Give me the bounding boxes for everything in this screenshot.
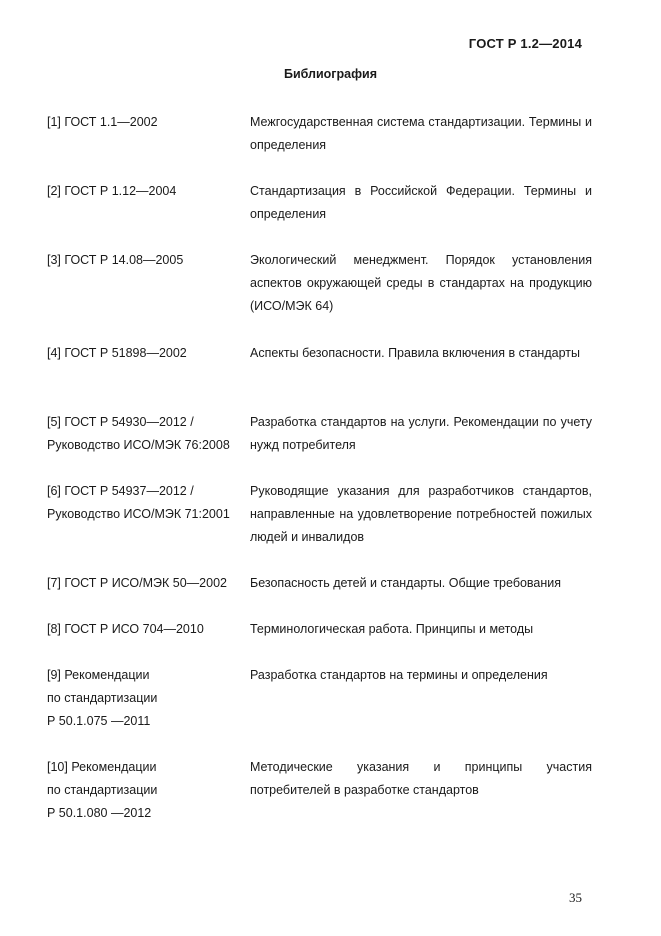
reference-id-line: по стандартизации (47, 691, 158, 705)
reference-title: Экологический менеджмент. Порядок установления аспектов окружающей среды в стандартах на продукцию (ИСО/МЭК 64) (250, 253, 592, 313)
document-code-header: ГОСТ Р 1.2—2014 (468, 36, 582, 51)
reference-id-line: [9] Рекомендации (47, 668, 150, 682)
reference-id-line: [7] ГОСТ Р ИСО/МЭК 50—2002 (47, 576, 227, 590)
reference-id (47, 411, 247, 457)
reference-title: Руководящие указания для разработчиков стандартов, направленные на удовлетворение потребностей пожилых людей и инвалидов (250, 484, 592, 544)
reference-title: Разработка стандартов на термины и определения (250, 668, 548, 682)
reference-title: Стандартизация в Российской Федерации. Термины и определения (250, 184, 592, 221)
reference-id (47, 249, 247, 272)
reference-title: Межгосударственная система стандартизации. Термины и определения (250, 115, 592, 152)
reference-id (47, 664, 247, 733)
reference-id (47, 756, 247, 825)
reference-id (47, 618, 247, 641)
reference-id-line: [6] ГОСТ Р 54937—2012 / (47, 484, 194, 498)
reference-id-line: [3] ГОСТ Р 14.08—2005 (47, 253, 184, 267)
reference-id-line: Р 50.1.080 —2012 (47, 806, 152, 820)
reference-title: Разработка стандартов на услуги. Рекомендации по учету нужд потребителя (250, 415, 592, 452)
reference-id-line: [2] ГОСТ Р 1.12—2004 (47, 184, 177, 198)
reference-id-line: [10] Рекомендации (47, 760, 157, 774)
reference-id (47, 342, 247, 365)
reference-id-line: по стандартизации (47, 783, 158, 797)
reference-id-line: Руководство ИСО/МЭК 71:2001 (47, 507, 230, 521)
reference-id (47, 572, 247, 595)
page-number: 35 (569, 890, 582, 905)
reference-title: Аспекты безопасности. Правила включения в стандарты (250, 346, 580, 360)
reference-id (47, 480, 247, 526)
reference-title: Терминологическая работа. Принципы и методы (250, 622, 534, 636)
bibliography-title: Библиография (283, 67, 378, 81)
reference-id-line: [1] ГОСТ 1.1—2002 (47, 115, 158, 129)
reference-title: Безопасность детей и стандарты. Общие требования (250, 576, 562, 590)
reference-id-line: [8] ГОСТ Р ИСО 704—2010 (47, 622, 204, 636)
reference-id-line: [5] ГОСТ Р 54930—2012 / (47, 415, 194, 429)
reference-title: Методические указания и принципы участия потребителей в разработке стандартов (250, 760, 592, 797)
reference-id (47, 111, 247, 134)
reference-id-line: Р 50.1.075 —2011 (47, 714, 151, 728)
reference-id (47, 180, 247, 203)
reference-id-line: [4] ГОСТ Р 51898—2002 (47, 346, 187, 360)
reference-id-line: Руководство ИСО/МЭК 76:2008 (47, 438, 230, 452)
